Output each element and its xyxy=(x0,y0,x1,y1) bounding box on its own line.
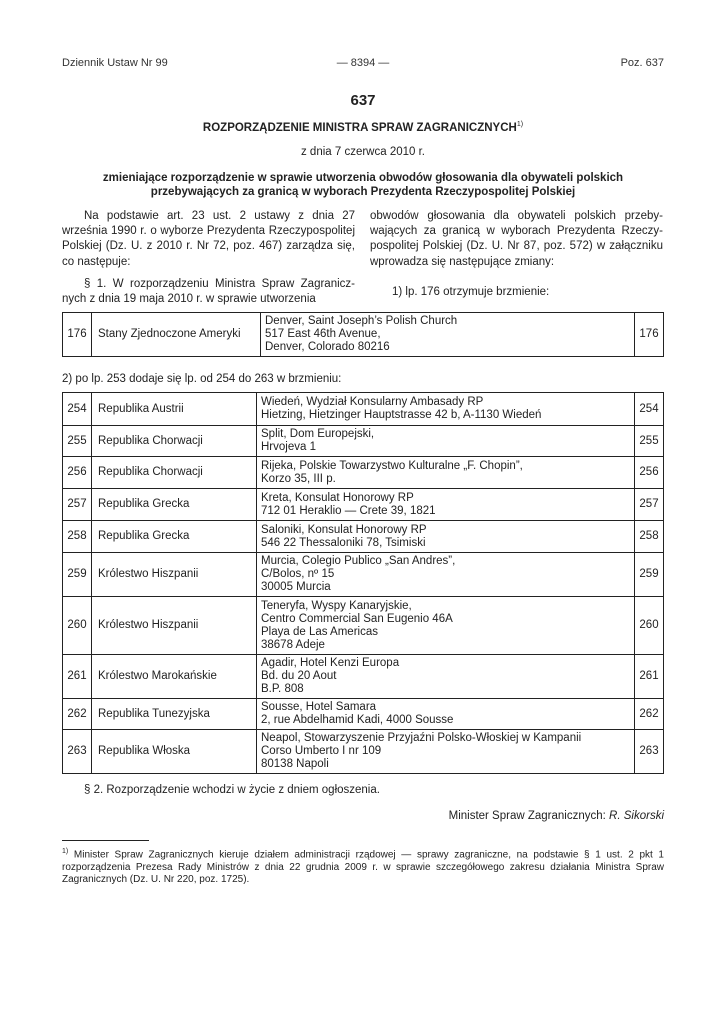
row-number: 258 xyxy=(63,521,92,553)
row-number: 255 xyxy=(63,426,92,457)
table-row xyxy=(63,553,664,597)
country-cell: Królestwo Hiszpanii xyxy=(92,553,257,597)
paragraph-2: § 2. Rozporządzenie wchodzi w życie z dniem ogłoszenia. xyxy=(84,784,380,796)
row-number-right: 256 xyxy=(635,457,664,489)
address-line: Hrvojeva 1 xyxy=(261,441,316,453)
row-number-right: 261 xyxy=(635,655,664,699)
text-column-right xyxy=(370,209,663,300)
row-number: 254 xyxy=(63,393,92,426)
country-cell: Republika Włoska xyxy=(92,730,257,774)
address-cell xyxy=(257,730,635,774)
row-number-right: 255 xyxy=(635,426,664,457)
country-cell: Republika Grecka xyxy=(92,521,257,553)
country-cell: Królestwo Marokańskie xyxy=(92,655,257,699)
table-row xyxy=(63,393,664,426)
table-row xyxy=(63,489,664,521)
title-footnote-ref: 1) xyxy=(516,121,524,128)
address-line: Korzo 35, III p. xyxy=(261,472,336,485)
row-number: 260 xyxy=(63,597,92,655)
footnote xyxy=(62,846,664,887)
address-line: 546 22 Thessaloniki 78, Tsimiski xyxy=(261,536,426,549)
address-line: Saloniki, Konsulat Honorowy RP xyxy=(261,523,427,536)
paragraph-1-start: § 1. W rozporządzeniu Ministra Spraw Zagranicznych z dnia 19 maja 2010 r. w sprawie utworzenia xyxy=(62,277,355,306)
page-number: — 8394 — xyxy=(336,57,390,69)
table-row xyxy=(63,597,664,655)
country-cell: Republika Grecka xyxy=(92,489,257,521)
table-row xyxy=(63,426,664,457)
row-number: 257 xyxy=(63,489,92,521)
subtitle-line-2: przebywających za granicą w wyborach Prezydenta Rzeczypospolitej Polskiej xyxy=(150,186,576,198)
position-number: Poz. 637 xyxy=(620,57,664,69)
amendment-item-2: 2) po lp. 253 dodaje się lp. od 254 do 263 w brzmieniu: xyxy=(62,373,342,385)
text-column-left xyxy=(62,209,355,307)
journal-name: Dziennik Ustaw Nr 99 xyxy=(62,57,168,69)
country-cell: Królestwo Hiszpanii xyxy=(92,597,257,655)
row-number: 176 xyxy=(63,313,92,357)
intro-paragraph: Na podstawie art. 23 ust. 2 ustawy z dnia 27 września 1990 r. o wyborze Prezydenta Rzeczypospolitej Polskiej (Dz. U. z 2010 r. Nr 72, poz. 467) zarządza się, co następuje: xyxy=(62,210,355,268)
address-cell xyxy=(257,597,635,655)
document-page xyxy=(62,0,664,1024)
row-number: 261 xyxy=(63,655,92,699)
signature-name: R. Sikorski xyxy=(609,810,664,822)
address-line: Split, Dom Europejski, xyxy=(261,428,375,440)
row-number-right: 176 xyxy=(635,313,664,357)
document-title xyxy=(62,121,664,134)
address-line: Centro Commercial San Eugenio 46A xyxy=(261,612,453,625)
table-row xyxy=(63,730,664,774)
address-line: Corso Umberto I nr 109 xyxy=(261,745,382,757)
country-cell: Republika Austrii xyxy=(92,393,257,426)
address-line: Agadir, Hotel Kenzi Europa xyxy=(261,657,400,669)
amendment-table-1 xyxy=(62,312,664,357)
row-number-right: 258 xyxy=(635,521,664,553)
subtitle-line-1: zmieniające rozporządzenie w sprawie utworzenia obwodów głosowania dla obywateli polskich xyxy=(102,172,624,184)
row-number-right: 259 xyxy=(635,553,664,597)
address-line: Playa de Las Americas xyxy=(261,625,378,638)
address-line: 517 East 46th Avenue, xyxy=(265,328,381,340)
signature-role: Minister Spraw Zagranicznych: xyxy=(448,810,606,822)
address-line: Murcia, Colegio Publico „San Andres”, xyxy=(261,555,456,567)
address-cell xyxy=(257,457,635,489)
row-number-right: 260 xyxy=(635,597,664,655)
table-row xyxy=(63,313,664,357)
address-line: Rijeka, Polskie Towarzystwo Kulturalne „F. Chopin”, xyxy=(261,459,523,472)
address-line: Bd. du 20 Aout xyxy=(261,670,337,682)
row-number-right: 257 xyxy=(635,489,664,521)
address-cell xyxy=(257,426,635,457)
address-cell xyxy=(257,553,635,597)
address-line: C/Bolos, nº 15 xyxy=(261,568,335,580)
signature xyxy=(449,810,664,822)
country-cell: Republika Tunezyjska xyxy=(92,699,257,730)
country-cell: Stany Zjednoczone Ameryki xyxy=(92,313,261,357)
address-cell xyxy=(257,489,635,521)
address-line: 80138 Napoli xyxy=(261,758,329,770)
address-cell xyxy=(257,699,635,730)
row-number: 256 xyxy=(63,457,92,489)
address-cell xyxy=(261,313,635,357)
amendment-item-1: 1) lp. 176 otrzymuje brzmienie: xyxy=(392,285,550,298)
footnote-text: Minister Spraw Zagranicznych kieruje działem administracji rządowej — sprawy zagraniczne, na podstawie § 1 ust. 2 pkt 1 rozporządzenia Prezesa Rady Ministrów z dnia 22 grudnia 2009 r. w sprawie szczegółowego zakresu działania Ministra Spraw Zagranicznych (Dz. U. Nr 220, poz. 1725). xyxy=(62,849,664,886)
row-number: 262 xyxy=(63,699,92,730)
address-line: 2, rue Abdelhamid Kadi, 4000 Sousse xyxy=(261,714,454,726)
title-text: ROZPORZĄDZENIE MINISTRA SPRAW ZAGRANICZNYCH xyxy=(202,121,517,134)
document-subtitle xyxy=(62,171,664,199)
address-cell xyxy=(257,521,635,553)
table-row xyxy=(63,521,664,553)
address-cell xyxy=(257,655,635,699)
table-row xyxy=(63,655,664,699)
row-number: 259 xyxy=(63,553,92,597)
document-number: 637 xyxy=(350,92,376,109)
footnote-divider xyxy=(62,840,149,841)
row-number: 263 xyxy=(63,730,92,774)
address-line: Sousse, Hotel Samara xyxy=(261,701,377,713)
row-number-right: 262 xyxy=(635,699,664,730)
address-line: Denver, Saint Joseph’s Polish Church xyxy=(265,315,458,327)
address-line: 38678 Adeje xyxy=(261,638,325,651)
address-line: 712 01 Heraklio — Crete 39, 1821 xyxy=(261,504,436,517)
address-line: Teneryfa, Wyspy Kanaryjskie, xyxy=(261,599,412,612)
address-line: Neapol, Stowarzyszenie Przyjaźni Polsko-Włoskiej w Kampanii xyxy=(261,732,582,744)
amendment-table-2 xyxy=(62,392,664,774)
row-number-right: 254 xyxy=(635,393,664,426)
table-row xyxy=(63,457,664,489)
address-line: Kreta, Konsulat Honorowy RP xyxy=(261,491,414,504)
document-date: z dnia 7 czerwca 2010 r. xyxy=(300,146,425,158)
country-cell: Republika Chorwacji xyxy=(92,426,257,457)
address-line: Wiedeń, Wydział Konsularny Ambasady RP xyxy=(261,396,484,408)
address-line: B.P. 808 xyxy=(261,683,304,695)
paragraph-1-continued: obwodów głosowania dla obywateli polskich przebywających za granicą w wyborach Prezydenta Rzeczypospolitej Polskiej (Dz. U. Nr 87, poz. 572) w załączniku wprowadza się następujące zmiany: xyxy=(370,210,663,268)
address-line: 30005 Murcia xyxy=(261,581,331,593)
country-cell: Republika Chorwacji xyxy=(92,457,257,489)
table-row xyxy=(63,699,664,730)
address-cell xyxy=(257,393,635,426)
row-number-right: 263 xyxy=(635,730,664,774)
address-line: Denver, Colorado 80216 xyxy=(265,341,390,353)
footnote-ref: 1) xyxy=(62,848,69,855)
address-line: Hietzing, Hietzinger Hauptstrasse 42 b, A-1130 Wiedeń xyxy=(261,409,542,421)
